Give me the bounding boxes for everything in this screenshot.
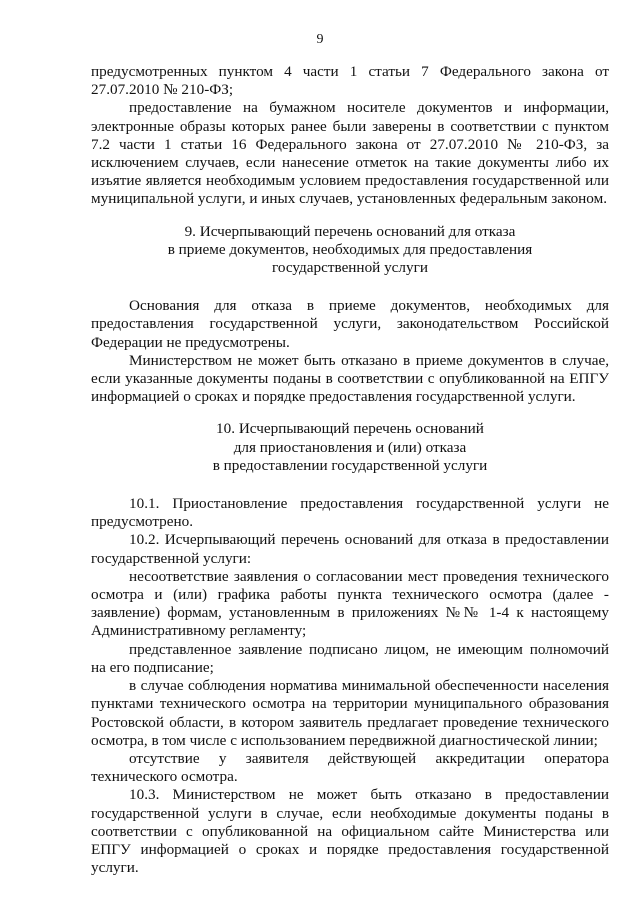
- heading-line: в приеме документов, необходимых для предоставления: [167, 240, 533, 258]
- paragraph: предоставление на бумажном носителе документов и информации, электронные образы которых ранее были заверены в соответствии с пунктом 7.2 части 1 статьи 16 Федерального закона от 27.07.2010 № 210-ФЗ, за исключением случаев, если нанесение отметок на такие документы либо их изъятие является необходимым условием предоставления государственной или муниципальной услуги, и иных случаев, установленных федеральным законом.: [91, 99, 609, 208]
- section-heading-9: [91, 223, 609, 278]
- paragraph: предусмотренных пунктом 4 части 1 статьи 7 Федерального закона от 27.07.2010 № 210-ФЗ;: [91, 63, 609, 99]
- paragraph: Основания для отказа в приеме документов, необходимых для предоставления государственной услуги, законодательством Российской Федерации не предусмотрены.: [91, 297, 609, 351]
- section-heading-10: [91, 420, 609, 475]
- paragraph: несоответствие заявления о согласовании мест проведения технического осмотра и (или) графика работы пункта технического осмотра (далее - заявление) формам, установленным в приложениях №№ 1-4 к настоящему Административному регламенту;: [91, 567, 609, 640]
- paragraph: 10.3. Министерством не может быть отказано в предоставлении государственной услуги в случае, если необходимые документы поданы в соответствии с опубликованной на официальном сайте Министерства или ЕПГУ информацией о сроках и порядке предоставления государственной услуги.: [91, 786, 609, 877]
- document-body: [91, 63, 609, 877]
- heading-line: 9. Исчерпывающий перечень оснований для отказа: [184, 222, 516, 240]
- paragraph: отсутствие у заявителя действующей аккредитации оператора технического осмотра.: [91, 749, 609, 786]
- paragraph: Министерством не может быть отказано в приеме документов в случае, если указанные документы поданы в соответствии с опубликованной на ЕПГУ информацией о сроках и порядке предоставления государственной услуги.: [91, 351, 609, 406]
- heading-line: в предоставлении государственной услуги: [212, 456, 488, 474]
- paragraph: 10.1. Приостановление предоставления государственной услуги не предусмотрено.: [91, 495, 609, 531]
- paragraph: представленное заявление подписано лицом, не имеющим полномочий на его подписание;: [91, 640, 609, 676]
- paragraph: 10.2. Исчерпывающий перечень оснований для отказа в предоставлении государственной услуги:: [91, 531, 609, 567]
- heading-line: для приостановления и (или) отказа: [233, 438, 467, 456]
- page-number: 9: [316, 32, 324, 47]
- heading-line: 10. Исчерпывающий перечень оснований: [216, 420, 484, 438]
- heading-line: государственной услуги: [272, 259, 428, 277]
- paragraph: в случае соблюдения норматива минимальной обеспеченности населения пунктами технического осмотра на территории муниципального образования Ростовской области, в котором заявитель предлагает проведение технического осмотра, в том числе с использованием передвижной диагностической линии;: [91, 677, 609, 749]
